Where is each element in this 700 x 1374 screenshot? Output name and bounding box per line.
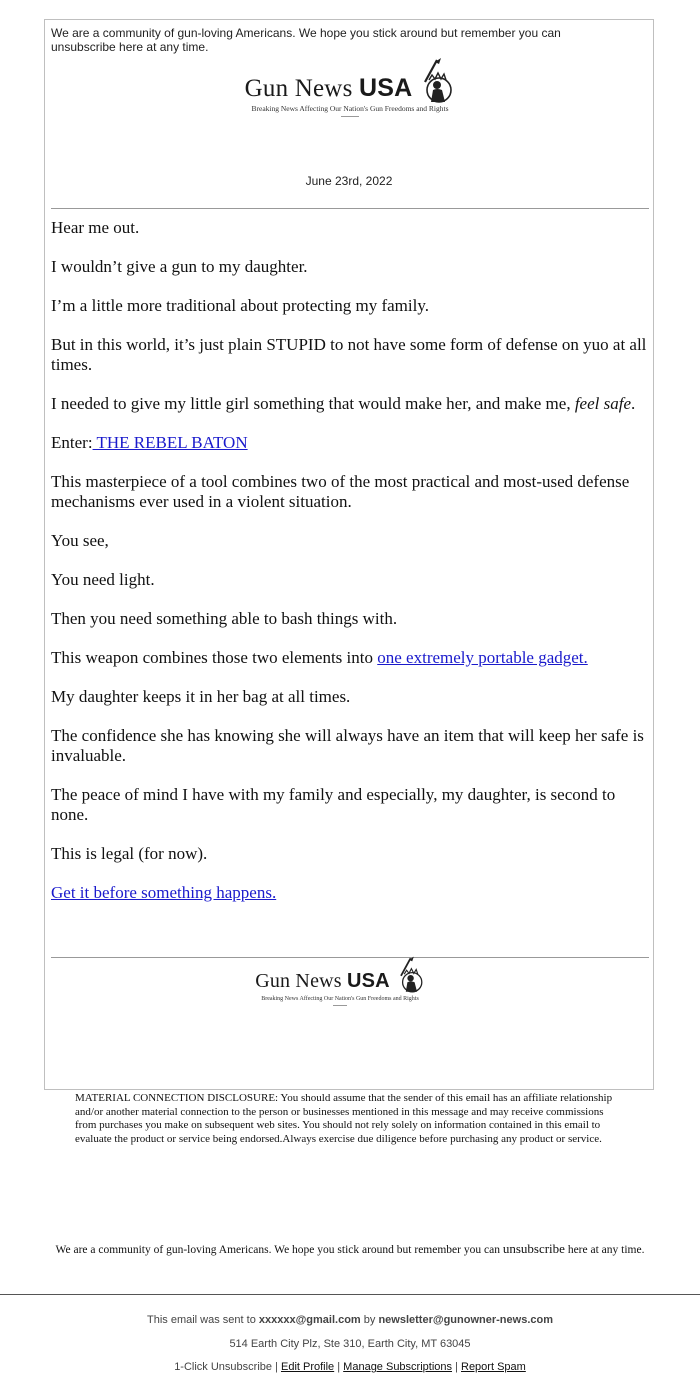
report-spam-link[interactable]: Report Spam [461,1361,526,1373]
paragraph: Then you need something able to bash things with. [51,609,398,628]
logo-wordmark: Gun News USA [255,969,390,992]
sent-to-line: This email was sent to xxxxxx@gmail.com by newsletter@gunowner-news.com [147,1314,553,1326]
sender-email: newsletter@gunowner-news.com [378,1314,553,1326]
paragraph: This weapon combines those two elements into one extremely portable gadget. [51,648,588,667]
paragraph: I needed to give my little girl something that would make her, and make me, feel safe. [51,394,636,413]
portable-gadget-link[interactable]: one extremely portable gadget. [377,648,588,667]
footer-divider [0,1294,700,1295]
recipient-email: xxxxxx@gmail.com [258,1314,361,1326]
paragraph: This masterpiece of a tool combines two of the most practical and most-used defense mechanisms ever used in a violent situation. [51,472,630,511]
logo-divider [341,116,359,117]
email-date: June 23rd, 2022 [305,174,393,188]
material-disclosure: MATERIAL CONNECTION DISCLOSURE: You should assume that the sender of this email has an affiliate relationship and/or another material connection to the person or businesses mentioned in this message and may receive commissions from purchases you make on subsequent web sites. You should not rely solely on information contained in this email to evaluate the product or service being endorsed.Always exercise due diligence before purchasing any product or service. [75,1092,613,1145]
footer-links: 1-Click Unsubscribe | Edit Profile | Manage Subscriptions | Report Spam [174,1361,526,1373]
logo-divider [333,1005,347,1006]
postal-address: 514 Earth City Plz, Ste 310, Earth City, MT 63045 [229,1338,471,1350]
paragraph: The peace of mind I have with my family and especially, my daughter, is second to none. [51,785,616,824]
paragraph: My daughter keeps it in her bag at all times. [51,687,351,706]
community-note: We are a community of gun-loving Americans. We hope you stick around but remember you can unsubscribe here at any time. [55,1241,645,1256]
footer-logo [215,968,465,1006]
logo-tagline: Breaking News Affecting Our Nation's Gun Freedoms and Rights [251,104,449,113]
paragraph: The confidence she has knowing she will always have an item that will keep her safe is invaluable. [51,726,644,765]
top-divider [51,208,649,209]
bottom-divider [51,957,649,958]
paragraph [51,883,651,903]
header-logo [225,72,475,117]
email-container [44,19,654,1090]
paragraph: But in this world, it’s just plain STUPID to not have some form of defense on yuo at all times. [51,335,647,374]
statue-of-liberty-icon [415,58,455,104]
paragraph: This is legal (for now). [51,844,208,863]
get-it-link[interactable]: Get it before something happens. [51,883,277,902]
paragraph: You need light. [51,570,155,589]
paragraph: Enter: THE REBEL BATON [51,433,248,452]
paragraph: I wouldn’t give a gun to my daughter. [51,257,308,276]
unsubscribe-link[interactable]: unsubscribe [502,1241,565,1256]
paragraph: You see, [51,531,109,550]
statue-of-liberty-icon [393,956,425,994]
email-body [51,218,651,922]
manage-subscriptions-link[interactable]: Manage Subscriptions [343,1361,453,1373]
logo-tagline: Breaking News Affecting Our Nation's Gun Freedoms and Rights [261,996,419,1002]
one-click-unsubscribe[interactable]: 1-Click Unsubscribe [174,1361,272,1373]
logo-wordmark: Gun News USA [244,73,413,102]
edit-profile-link[interactable]: Edit Profile [280,1361,335,1373]
rebel-baton-link[interactable]: THE REBEL BATON [92,433,248,452]
paragraph: Hear me out. [51,218,140,237]
intro-note: We are a community of gun-loving Americans. We hope you stick around but remember you can unsubscribe here at any time. [51,26,561,54]
paragraph: I’m a little more traditional about protecting my family. [51,296,429,315]
